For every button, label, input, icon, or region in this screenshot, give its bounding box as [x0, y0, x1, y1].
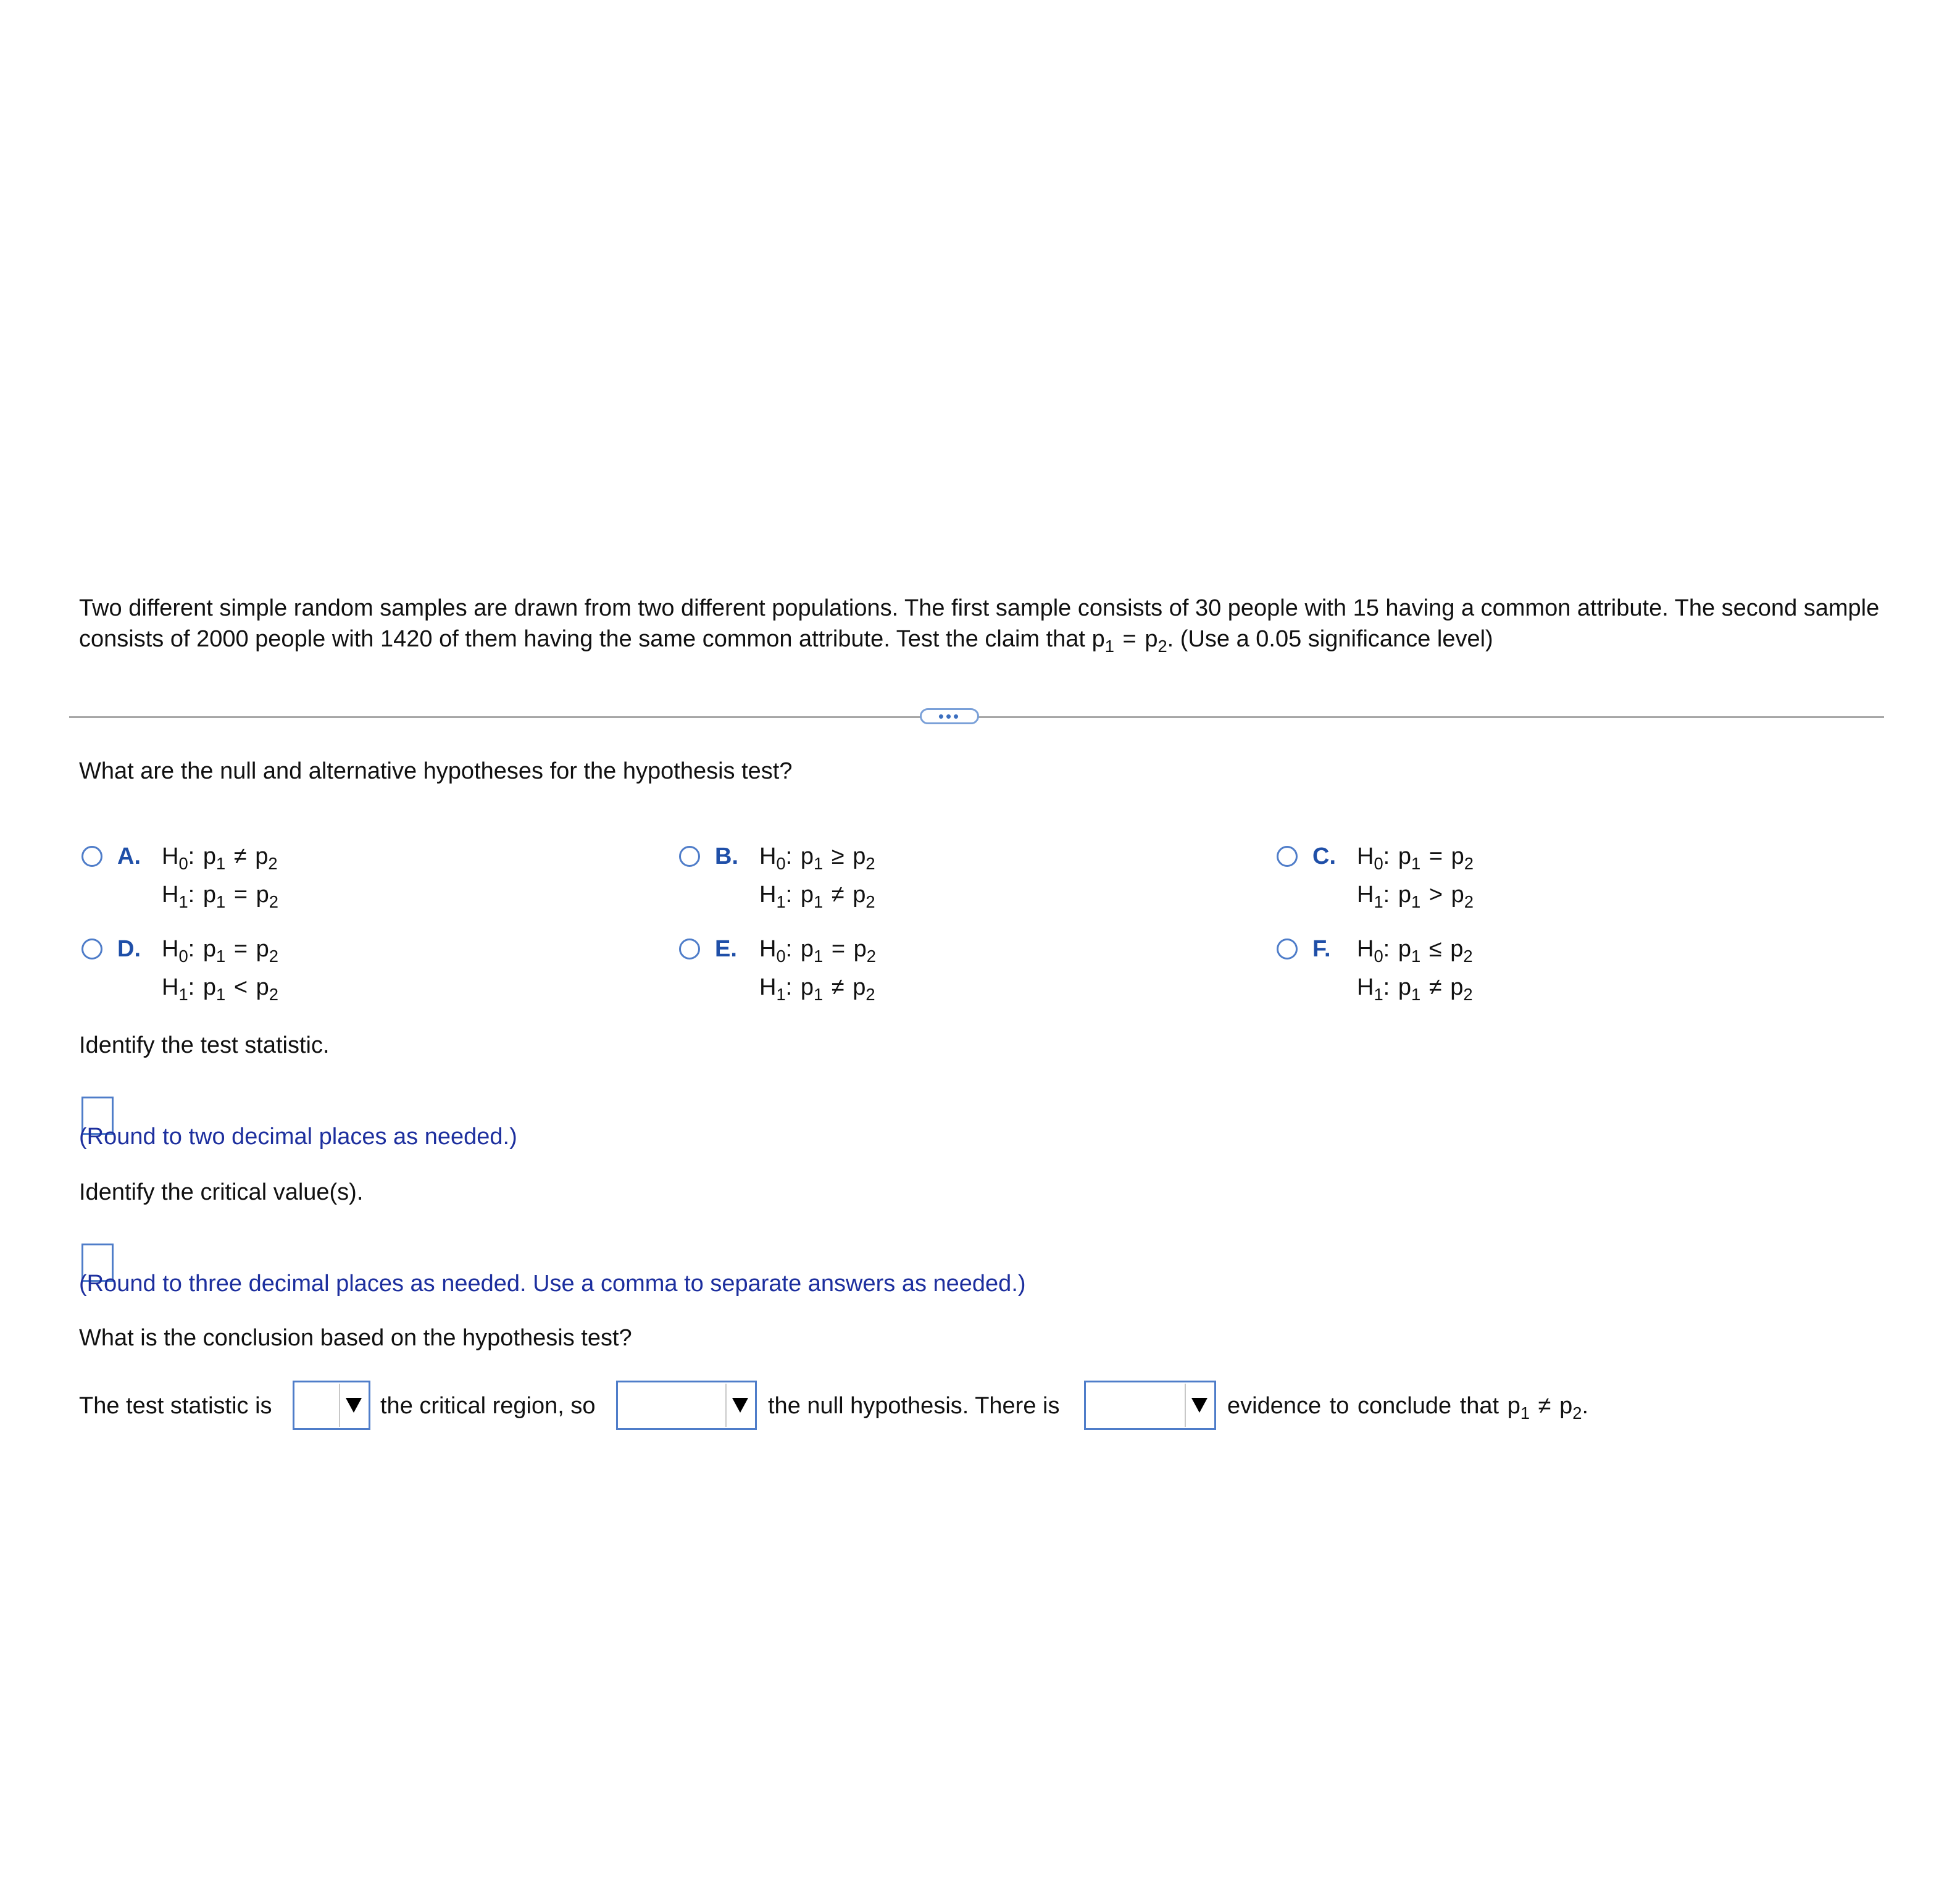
dropdown-arrow-icon: [725, 1384, 754, 1427]
null-hypothesis: $H_0$: $p_1 \ne p_2$: [162, 843, 278, 873]
problem-statement: [79, 593, 1894, 654]
evidence-amount-select[interactable]: [1084, 1381, 1216, 1430]
option-letter: F.: [1312, 936, 1331, 962]
alternative-hypothesis: $H_1$: $p_1 = p_2$: [162, 882, 278, 911]
option-letter: E.: [715, 936, 737, 962]
alternative-hypothesis: $H_1$: $p_1 \ne p_2$: [1357, 974, 1473, 1004]
null-hypothesis: $H_0$: $p_1 = p_2$: [1357, 843, 1474, 873]
question-hypotheses: What are the null and alternative hypotheses for the hypothesis test?: [79, 758, 793, 784]
option-a[interactable]: [81, 841, 637, 921]
option-letter: B.: [715, 843, 738, 869]
option-b[interactable]: [679, 841, 1235, 921]
problem-text: Two different simple random samples are drawn from two different populations. The first sample consists of 30 people with 15 having a common attribute. The second sample consists of 2000 people with 1420 of them having the same common attribute. Test the claim that: [79, 595, 1880, 652]
conclusion-text-2: the critical region, so: [380, 1393, 596, 1419]
conclusion-text-1: The test statistic is: [79, 1393, 272, 1419]
null-hypothesis-decision-select[interactable]: [616, 1381, 757, 1430]
dropdown-arrow-icon: [339, 1384, 367, 1427]
alternative-hypothesis: $H_1$: $p_1 > p_2$: [1357, 882, 1474, 911]
option-f[interactable]: [1277, 934, 1832, 1014]
option-e[interactable]: [679, 934, 1235, 1014]
null-hypothesis: $H_0$: $p_1 \le p_2$: [1357, 936, 1473, 966]
radio-icon[interactable]: [1277, 939, 1298, 959]
radio-icon[interactable]: [81, 846, 102, 867]
alternative-hypothesis: $H_1$: $p_1 \ne p_2$: [759, 882, 875, 911]
conclusion-text-3: the null hypothesis. There is: [768, 1393, 1060, 1419]
radio-icon[interactable]: [679, 939, 700, 959]
critical-values-hint: (Round to three decimal places as needed. Use a comma to separate answers as needed.): [79, 1271, 1026, 1297]
test-statistic-hint: (Round to two decimal places as needed.): [79, 1124, 517, 1150]
option-c[interactable]: [1277, 841, 1832, 921]
null-hypothesis: $H_0$: $p_1 = p_2$: [162, 936, 278, 966]
claim-expression: $p_1 = p_2$: [1091, 626, 1167, 656]
test-statistic-region-select[interactable]: [293, 1381, 370, 1430]
radio-icon[interactable]: [81, 939, 102, 959]
question-critical-values: Identify the critical value(s).: [79, 1179, 364, 1205]
alternative-hypothesis: $H_1$: $p_1 \ne p_2$: [759, 974, 875, 1004]
dropdown-arrow-icon: [1185, 1384, 1213, 1427]
expand-ellipsis-button[interactable]: •••: [920, 708, 979, 724]
question-conclusion: What is the conclusion based on the hypothesis test?: [79, 1325, 632, 1351]
problem-tail: . (Use a 0.05 significance level): [1167, 626, 1493, 652]
option-letter: C.: [1312, 843, 1336, 869]
radio-icon[interactable]: [679, 846, 700, 867]
option-letter: A.: [117, 843, 141, 869]
null-hypothesis: $H_0$: $p_1 \ge p_2$: [759, 843, 875, 873]
option-d[interactable]: [81, 934, 637, 1014]
option-letter: D.: [117, 936, 141, 962]
null-hypothesis: $H_0$: $p_1 = p_2$: [759, 936, 876, 966]
radio-icon[interactable]: [1277, 846, 1298, 867]
conclusion-text-4: evidence to conclude that $p_1 \ne p_2$.: [1227, 1393, 1589, 1423]
alternative-hypothesis: $H_1$: $p_1 < p_2$: [162, 974, 278, 1004]
question-test-statistic: Identify the test statistic.: [79, 1032, 330, 1058]
